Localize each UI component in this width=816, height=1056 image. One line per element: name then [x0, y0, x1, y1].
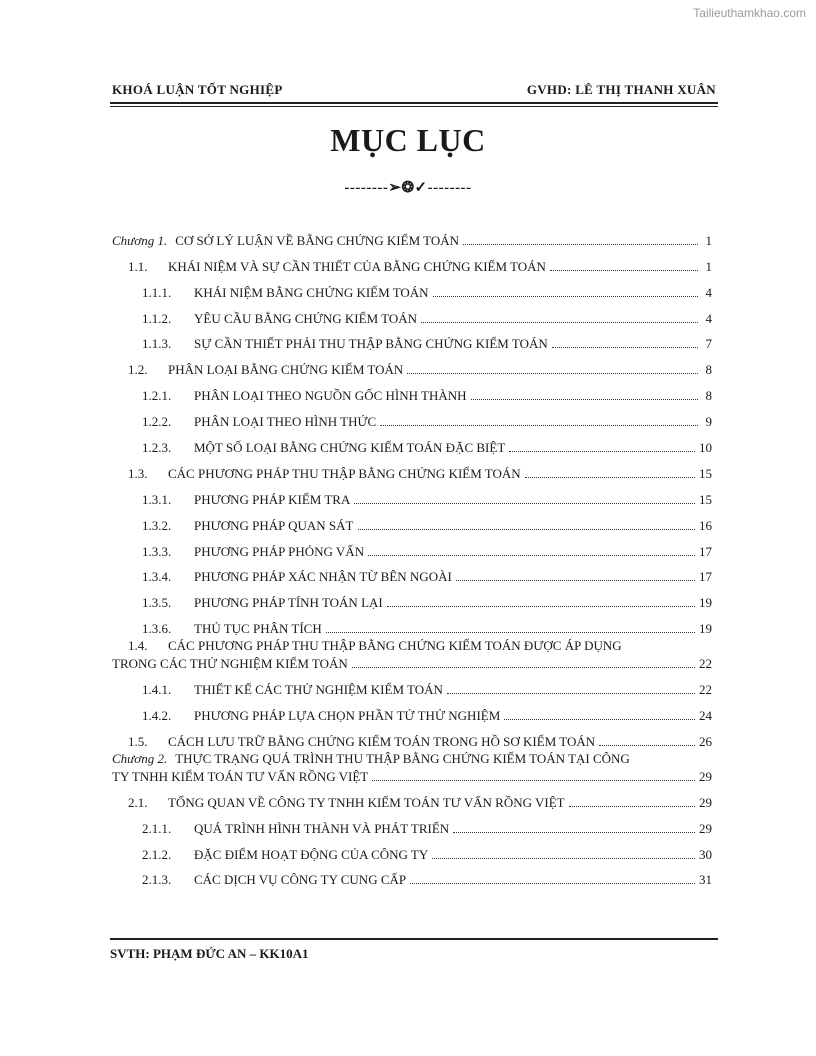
toc-dot-leader	[387, 606, 695, 607]
toc-entry-number: 1.4.	[128, 638, 148, 654]
toc-entry-title: MỘT SỐ LOẠI BẰNG CHỨNG KIỂM TOÁN ĐẶC BIỆT	[194, 440, 506, 456]
toc-entry-number: 1.2.	[128, 362, 148, 378]
toc-entry-page: 1	[705, 258, 712, 274]
toc-entry-page: 29	[699, 768, 712, 784]
toc-entry-number: 1.4.2.	[142, 708, 172, 724]
toc-dot-leader	[358, 529, 696, 530]
toc-entry-continuation	[112, 766, 712, 784]
toc-dot-leader	[463, 244, 698, 245]
toc-dot-leader	[599, 745, 695, 746]
toc-entry-page: 24	[699, 708, 712, 724]
toc-entry-title: CÁCH LƯU TRỮ BẰNG CHỨNG KIỂM TOÁN TRONG HỒ SƠ KIỂM TOÁN	[168, 733, 596, 749]
toc-entry-number: 1.3.2.	[142, 517, 172, 533]
toc-entry-number: 1.3.3.	[142, 543, 172, 559]
toc-entry-page: 29	[699, 820, 712, 836]
toc-entry-number: 2.1.	[128, 794, 148, 810]
toc-entry[interactable]	[112, 533, 712, 559]
toc-entry[interactable]	[112, 810, 712, 836]
toc-entry[interactable]	[112, 697, 712, 723]
toc-entry-page: 9	[705, 414, 712, 430]
title-ornament: --------➢❂✓--------	[344, 180, 472, 196]
toc-dot-leader	[447, 693, 695, 694]
toc-entry[interactable]	[112, 429, 712, 455]
toc-entry-title: PHÂN LOẠI THEO NGUỒN GỐC HÌNH THÀNH	[194, 388, 467, 404]
toc-entry[interactable]	[112, 507, 712, 533]
toc-entry-page: 15	[699, 491, 712, 507]
toc-dot-leader	[432, 858, 695, 859]
toc-entry[interactable]	[112, 403, 712, 429]
header-right: GVHD: LÊ THỊ THANH XUÂN	[526, 82, 716, 97]
toc-entry-title: PHƯƠNG PHÁP LỰA CHỌN PHẦN TỬ THỬ NGHIỆM	[194, 708, 501, 724]
toc-entry-title: CÁC PHƯƠNG PHÁP THU THẬP BẰNG CHỨNG KIỂM TOÁN	[168, 465, 521, 481]
footer-text: SVTH: PHẠM ĐỨC AN – KK10A1	[110, 946, 309, 961]
toc-entry-number: 1.3.4.	[142, 569, 172, 585]
toc-dot-leader	[456, 580, 695, 581]
toc-entry-title: KHÁI NIỆM BẰNG CHỨNG KIỂM TOÁN	[194, 284, 429, 300]
toc-entry[interactable]	[112, 377, 712, 403]
toc-entry-page: 4	[705, 310, 712, 326]
toc-entry-title: YÊU CẦU BẰNG CHỨNG KIỂM TOÁN	[194, 310, 418, 326]
toc-entry-number: 1.3.6.	[142, 621, 172, 637]
toc-entry[interactable]	[112, 455, 712, 481]
toc-dot-leader	[410, 883, 695, 884]
page-footer	[110, 938, 718, 962]
toc-entry-number: Chương 2.	[112, 750, 168, 766]
toc-entry-page: 8	[705, 388, 712, 404]
toc-dot-leader	[525, 477, 695, 478]
toc-entry-title: ĐẶC ĐIỂM HOẠT ĐỘNG CỦA CÔNG TY	[194, 846, 429, 862]
toc-entry-title: THỦ TỤC PHÂN TÍCH	[194, 621, 322, 637]
toc-entry-title: PHƯƠNG PHÁP PHỎNG VẤN	[194, 543, 365, 559]
toc-entry-number: 1.2.1.	[142, 388, 172, 404]
toc-entry-title: KHÁI NIỆM VÀ SỰ CẦN THIẾT CỦA BẰNG CHỨNG KIỂM TOÁN	[168, 258, 546, 274]
toc-dot-leader	[407, 373, 698, 374]
toc-dot-leader	[368, 555, 695, 556]
toc-entry-page: 31	[699, 872, 712, 888]
toc-entry-page: 15	[699, 465, 712, 481]
toc-entry-number: 2.1.2.	[142, 846, 172, 862]
toc-entry-page: 22	[699, 656, 712, 672]
toc-entry-title: PHƯƠNG PHÁP XÁC NHẬN TỪ BÊN NGOÀI	[194, 569, 452, 585]
toc-entry[interactable]	[112, 723, 712, 749]
toc-entry-title: SỰ CẦN THIẾT PHẢI THU THẬP BẰNG CHỨNG KIỂM TOÁN	[194, 336, 548, 352]
toc-entry-page: 29	[699, 794, 712, 810]
table-of-contents	[112, 222, 712, 887]
toc-dot-leader	[552, 347, 698, 348]
toc-entry-page: 1	[705, 232, 712, 248]
toc-entry-title-cont: TY TNHH KIỂM TOÁN TƯ VẤN RỒNG VIỆT	[112, 768, 369, 784]
toc-dot-leader	[354, 503, 695, 504]
toc-entry-page: 10	[699, 440, 712, 456]
toc-entry[interactable]	[112, 351, 712, 377]
watermark-text: Tailieuthamkhao.com	[693, 6, 806, 20]
toc-entry-number: 1.4.1.	[142, 682, 172, 698]
toc-entry-title: CÁC DỊCH VỤ CÔNG TY CUNG CẤP	[194, 872, 407, 888]
toc-entry-continuation	[112, 653, 712, 671]
toc-entry[interactable]	[112, 559, 712, 585]
toc-entry-page: 4	[705, 284, 712, 300]
toc-entry-page: 16	[699, 517, 712, 533]
toc-dot-leader	[380, 425, 698, 426]
toc-entry-number: 1.2.3.	[142, 440, 172, 456]
toc-entry[interactable]	[112, 326, 712, 352]
toc-dot-leader	[569, 806, 695, 807]
toc-entry-page: 22	[699, 682, 712, 698]
toc-entry[interactable]	[112, 836, 712, 862]
toc-entry-page: 19	[699, 595, 712, 611]
toc-entry-page: 7	[705, 336, 712, 352]
toc-entry[interactable]	[112, 248, 712, 274]
toc-entry-title: PHÂN LOẠI BẰNG CHỨNG KIỂM TOÁN	[168, 362, 404, 378]
toc-entry-title: TỔNG QUAN VỀ CÔNG TY TNHH KIỂM TOÁN TƯ VẤN RỒNG VIỆT	[168, 794, 565, 810]
toc-dot-leader	[504, 719, 695, 720]
toc-dot-leader	[326, 632, 695, 633]
toc-entry-title: CÁC PHƯƠNG PHÁP THU THẬP BẰNG CHỨNG KIỂM TOÁN ĐƯỢC ÁP DỤNG	[168, 638, 622, 654]
toc-entry-title: PHƯƠNG PHÁP KIỂM TRA	[194, 491, 351, 507]
toc-entry-number: 2.1.1.	[142, 820, 172, 836]
toc-entry-page: 30	[699, 846, 712, 862]
toc-entry-number: 1.1.1.	[142, 284, 172, 300]
toc-entry-number: 1.5.	[128, 733, 148, 749]
toc-entry[interactable]	[112, 862, 712, 888]
toc-entry-page: 17	[699, 569, 712, 585]
toc-entry-number: 1.1.	[128, 258, 148, 274]
toc-entry-page: 26	[699, 733, 712, 749]
header-left: KHOÁ LUẬN TỐT NGHIỆP	[112, 82, 283, 97]
toc-entry-title: PHÂN LOẠI THEO HÌNH THỨC	[194, 414, 377, 430]
toc-entry-page: 17	[699, 543, 712, 559]
toc-entry-title: QUÁ TRÌNH HÌNH THÀNH VÀ PHÁT TRIỂN	[194, 820, 450, 836]
header-rule	[110, 102, 718, 107]
toc-entry-title: PHƯƠNG PHÁP TÍNH TOÁN LẠI	[194, 595, 383, 611]
toc-dot-leader	[372, 780, 695, 781]
toc-dot-leader	[433, 296, 698, 297]
toc-entry[interactable]	[112, 671, 712, 697]
page-header	[112, 82, 716, 98]
toc-entry-title: PHƯƠNG PHÁP QUAN SÁT	[194, 517, 354, 533]
toc-entry[interactable]	[112, 300, 712, 326]
toc-entry-number: 2.1.3.	[142, 872, 172, 888]
toc-entry-number: 1.3.	[128, 465, 148, 481]
toc-entry-title: CƠ SỞ LÝ LUẬN VỀ BẰNG CHỨNG KIỂM TOÁN	[175, 232, 460, 248]
toc-entry-number: 1.3.5.	[142, 595, 172, 611]
toc-entry[interactable]	[112, 636, 712, 653]
toc-dot-leader	[509, 451, 695, 452]
toc-entry[interactable]	[112, 222, 712, 248]
toc-entry-number: 1.1.2.	[142, 310, 172, 326]
toc-entry[interactable]	[112, 749, 712, 766]
toc-dot-leader	[453, 832, 695, 833]
toc-entry[interactable]	[112, 584, 712, 610]
toc-entry-number: 1.3.1.	[142, 491, 172, 507]
toc-entry[interactable]	[112, 610, 712, 636]
toc-dot-leader	[352, 667, 695, 668]
toc-entry-page: 8	[705, 362, 712, 378]
toc-entry-number: Chương 1.	[112, 232, 168, 248]
toc-dot-leader	[471, 399, 698, 400]
toc-entry[interactable]	[112, 274, 712, 300]
toc-entry[interactable]	[112, 481, 712, 507]
toc-entry-title-cont: TRONG CÁC THỬ NGHIỆM KIỂM TOÁN	[112, 656, 348, 672]
toc-entry-title: THIẾT KẾ CÁC THỬ NGHIỆM KIỂM TOÁN	[194, 682, 443, 698]
toc-entry-title: THỰC TRẠNG QUÁ TRÌNH THU THẬP BẰNG CHỨNG KIỂM TOÁN TẠI CÔNG	[175, 750, 630, 766]
toc-entry-number: 1.1.3.	[142, 336, 172, 352]
toc-entry-page: 19	[699, 621, 712, 637]
toc-dot-leader	[550, 270, 698, 271]
page-title: MỤC LỤC	[330, 122, 486, 158]
toc-entry[interactable]	[112, 784, 712, 810]
toc-entry-number: 1.2.2.	[142, 414, 172, 430]
toc-dot-leader	[421, 322, 698, 323]
